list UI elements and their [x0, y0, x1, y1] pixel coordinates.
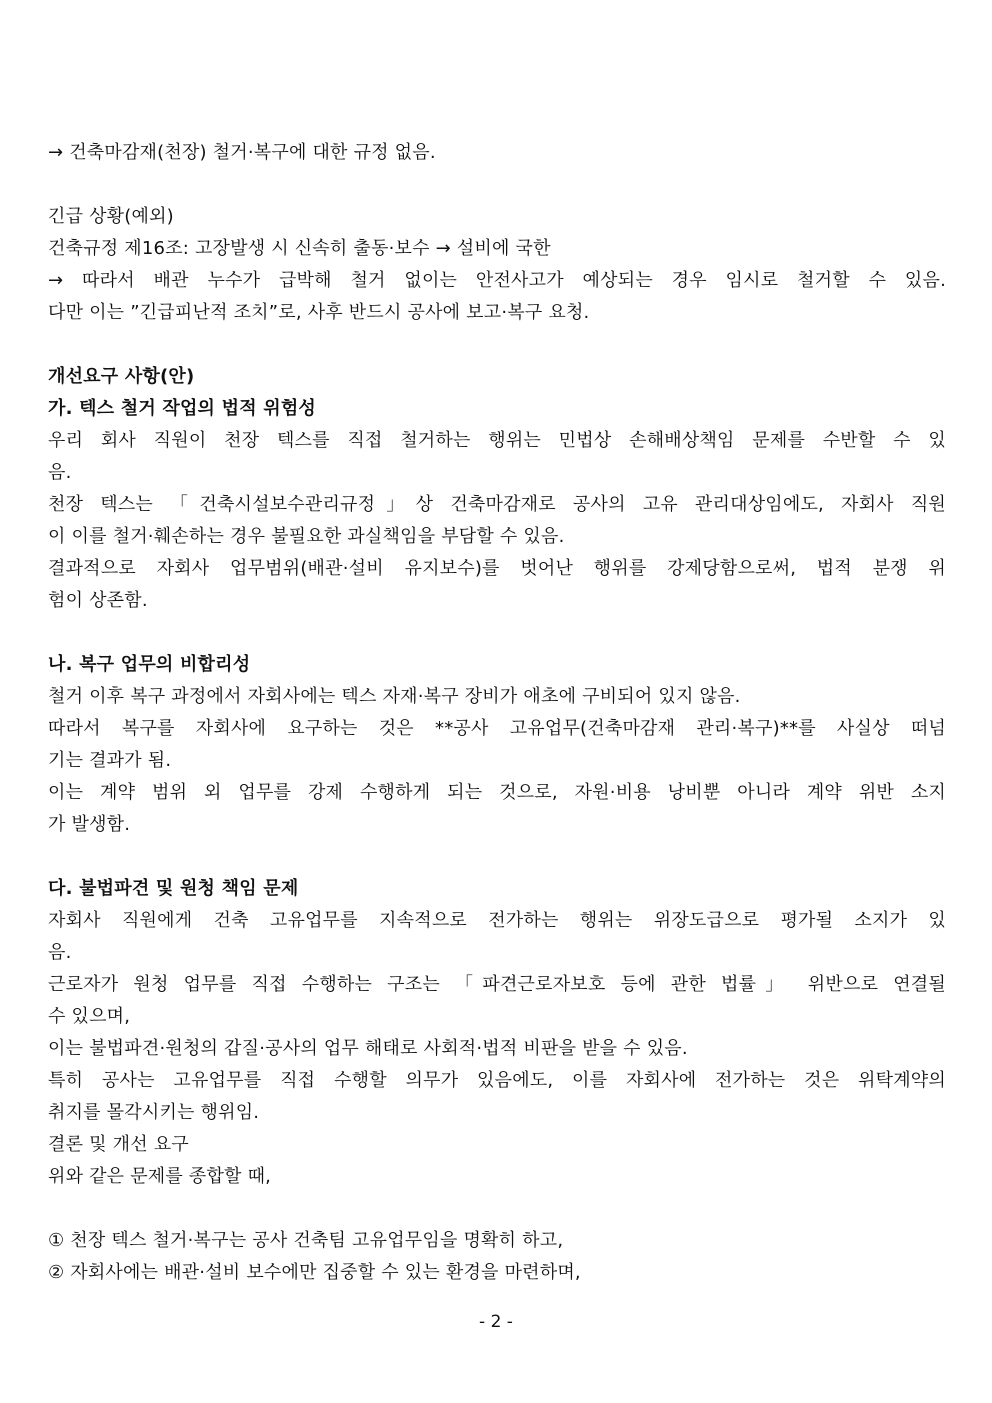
text-line: 위와 같은 문제를 종합할 때,	[48, 1166, 272, 1187]
text-line: 천장 텍스는 「건축시설보수관리규정」상 건축마감재로 공사의 고유 관리대상임에도, 자회사 직원	[48, 494, 946, 515]
blank-line	[48, 1193, 946, 1225]
text-line: 이는 불법파견·원청의 갑질·공사의 업무 해태로 사회적·법적 비판을 받을 수 있음.	[48, 1038, 688, 1059]
text-line: → 따라서 배관 누수가 급박해 철거 없이는 안전사고가 예상되는 경우 임시로 철거할 수 있음.	[48, 270, 946, 291]
blank-line	[48, 329, 946, 361]
text-line: → 건축마감재(천장) 철거·복구에 대한 규정 없음.	[48, 142, 436, 163]
text-line: 긴급 상황(예외)	[48, 206, 174, 227]
blank-line	[48, 169, 946, 201]
text-line: 다만 이는 ”긴급피난적 조치”로, 사후 반드시 공사에 보고·복구 요청.	[48, 302, 590, 323]
list-item: ① 천장 텍스 철거·복구는 공사 건축팀 고유업무임을 명확히 하고,	[48, 1230, 564, 1251]
text-line: 특히 공사는 고유업무를 직접 수행할 의무가 있음에도, 이를 자회사에 전가하는 것은 위탁계약의	[48, 1070, 946, 1091]
text-line: 자회사 직원에게 건축 고유업무를 지속적으로 전가하는 행위는 위장도급으로 평가될 소지가 있	[48, 910, 946, 931]
text-line: 결론 및 개선 요구	[48, 1134, 189, 1155]
blank-line	[48, 841, 946, 873]
text-line: 이 이를 철거·훼손하는 경우 불필요한 과실책임을 부담할 수 있음.	[48, 526, 565, 547]
text-line: 가 발생함.	[48, 814, 131, 835]
section-heading: 가. 텍스 철거 작업의 법적 위험성	[48, 398, 317, 419]
text-line: 험이 상존함.	[48, 590, 148, 611]
section-heading: 다. 불법파견 및 원청 책임 문제	[48, 878, 299, 899]
text-line: 철거 이후 복구 과정에서 자회사에는 텍스 자재·복구 장비가 애초에 구비되어 있지 않음.	[48, 686, 741, 707]
text-line: 이는 계약 범위 외 업무를 강제 수행하게 되는 것으로, 자원·비용 낭비뿐 아니라 계약 위반 소지	[48, 782, 946, 803]
text-line: 음.	[48, 942, 72, 963]
document-body	[48, 137, 946, 1289]
blank-line	[48, 617, 946, 649]
text-line: 수 있으며,	[48, 1006, 131, 1027]
list-item: ② 자회사에는 배관·설비 보수에만 집중할 수 있는 환경을 마련하며,	[48, 1262, 581, 1283]
text-line: 근로자가 원청 업무를 직접 수행하는 구조는 「파견근로자보호 등에 관한 법률」 위반으로 연결될	[48, 974, 946, 995]
text-line: 건축규정 제16조: 고장발생 시 신속히 출동·보수 → 설비에 국한	[48, 238, 551, 259]
section-heading: 나. 복구 업무의 비합리성	[48, 654, 251, 675]
section-heading: 개선요구 사항(안)	[48, 366, 195, 387]
text-line: 결과적으로 자회사 업무범위(배관·설비 유지보수)를 벗어난 행위를 강제당함으로써, 법적 분쟁 위	[48, 558, 946, 579]
text-line: 우리 회사 직원이 천장 텍스를 직접 철거하는 행위는 민법상 손해배상책임 문제를 수반할 수 있	[48, 430, 946, 451]
text-line: 취지를 몰각시키는 행위임.	[48, 1102, 260, 1123]
text-line: 따라서 복구를 자회사에 요구하는 것은 **공사 고유업무(건축마감재 관리·복구)**를 사실상 떠넘	[48, 718, 946, 739]
page-number: - 2 -	[479, 1312, 513, 1332]
text-line: 음.	[48, 462, 72, 483]
text-line: 기는 결과가 됨.	[48, 750, 172, 771]
